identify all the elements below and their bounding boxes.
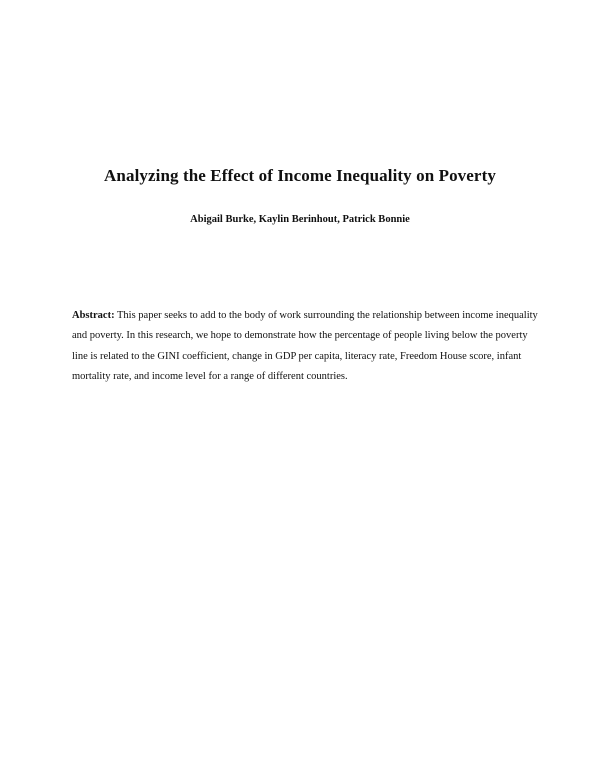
abstract-label: Abstract:: [72, 310, 115, 321]
paper-authors: Abigail Burke, Kaylin Berinhout, Patrick Bonnie: [190, 214, 410, 225]
abstract-text: This paper seeks to add to the body of work surrounding the relationship between income inequality and poverty. In this research, we hope to demonstrate how the percentage of people living below the poverty line is related to the GINI coefficient, change in GDP per capita, literacy rate, Freedom House score, infant mortality rate, and income level for a range of different countries.: [72, 310, 538, 383]
abstract-paragraph: [72, 306, 542, 388]
paper-title: Analyzing the Effect of Income Inequality on Poverty: [104, 166, 496, 185]
